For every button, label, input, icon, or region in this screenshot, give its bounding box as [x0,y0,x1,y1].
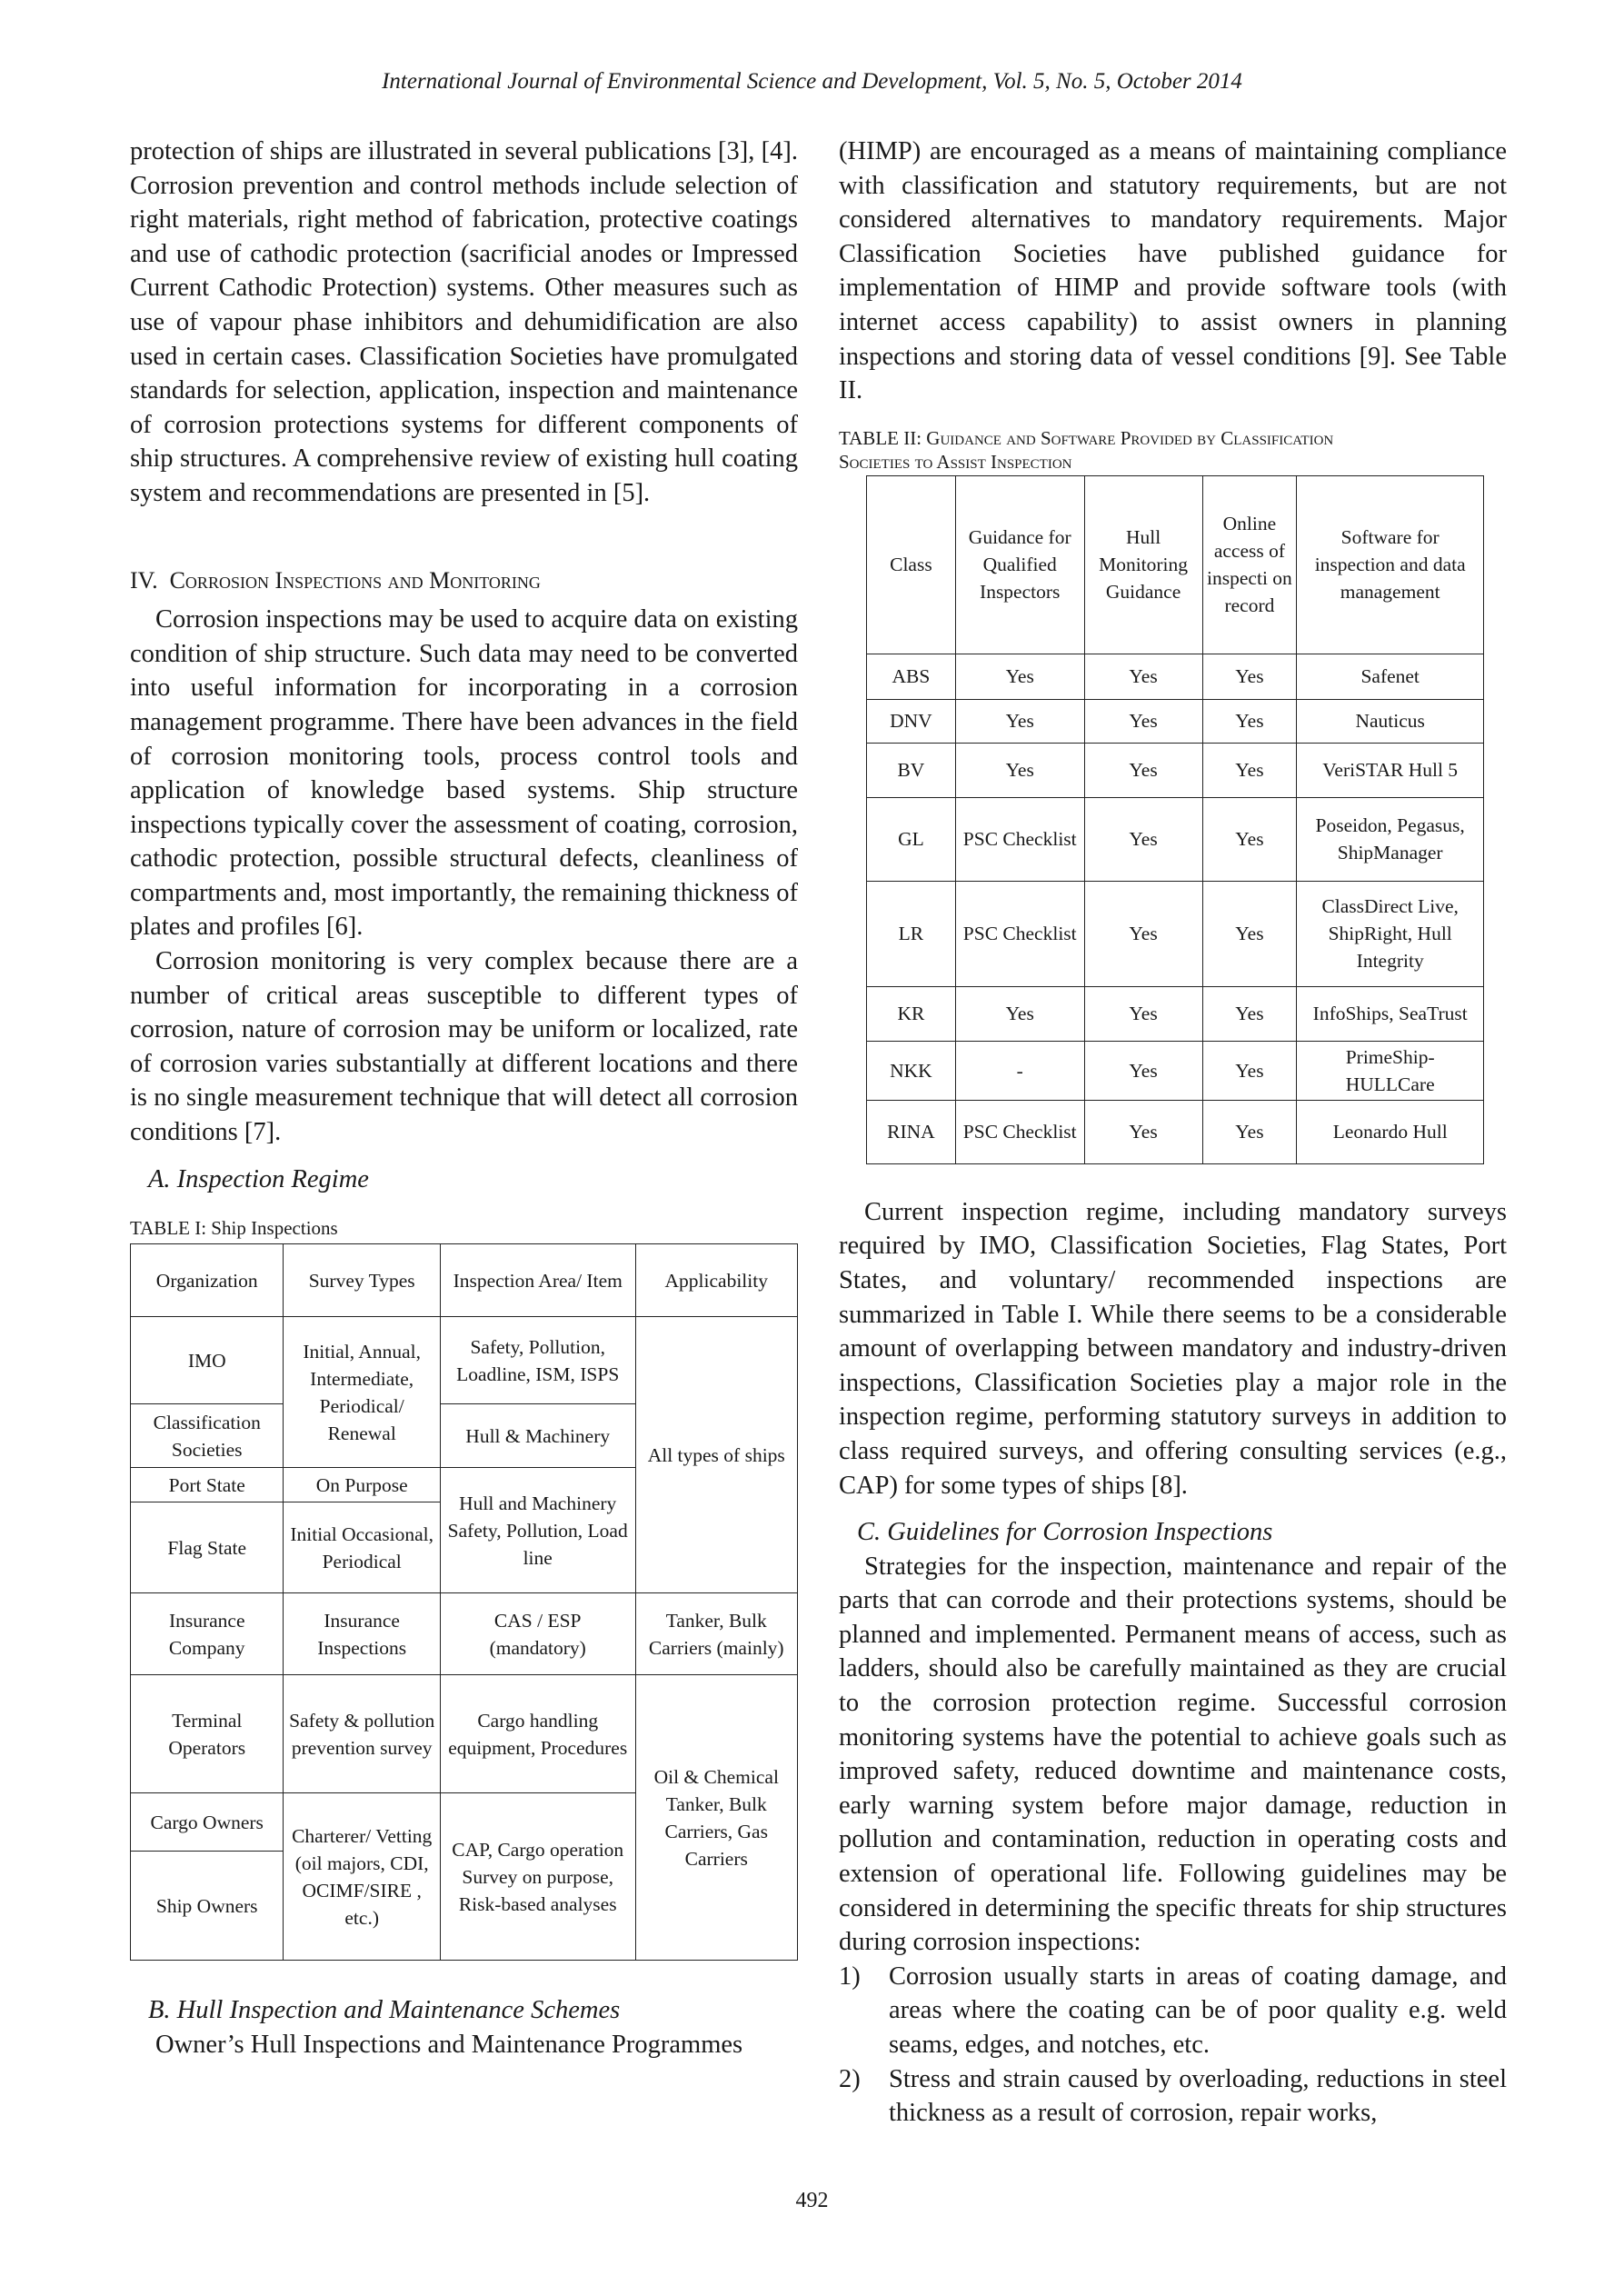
table-cell: ABS [867,654,956,699]
table2-caption-text: TABLE II: Guidance and Software Provided by Classification [839,426,1334,449]
table-cell: Yes [1202,1041,1297,1100]
table-cell: Yes [1202,743,1297,797]
table-cell: VeriSTAR Hull 5 [1297,743,1484,797]
table-cell: Initial, Annual, Intermediate, Periodical/ Renewal [284,1317,440,1468]
table-header-row [131,1244,798,1317]
left-intro-paragraph: protection of ships are illustrated in several publications [3], [4]. Corrosion prevention and control methods include selection of right materials, right method of fabrication, protective coatings and use of cathodic protection (sacrificial anodes or Impressed Current Cathodic Protection) systems. Other measures such as use of vapour phase inhibitors and dehumidification are also used in certain cases. Classification Societies have promulgated standards for selection, application, inspection and maintenance of corrosion protections systems for different components of ship structures. A comprehensive review of existing hull coating system and recommendations are presented in [5]. [130,137,798,507]
table-header-cell: Class [867,475,956,654]
table-cell: PSC Checklist [955,797,1084,881]
table-cell: PSC Checklist [955,881,1084,986]
table-header-cell: Software for inspection and data management [1297,475,1484,654]
table-cell: Yes [1202,797,1297,881]
table-cell: CAS / ESP (mandatory) [440,1593,635,1675]
subsection-b-heading: B. Hull Inspection and Maintenance Schemes [148,1996,621,2025]
table-cell: Yes [1202,881,1297,986]
table-cell: Charterer/ Vetting (oil majors, CDI, OCIMF/SIRE , etc.) [284,1793,440,1961]
table-cell: Cargo handling equipment, Procedures [440,1675,635,1793]
table-row [867,1100,1484,1163]
table-cell: Yes [1084,797,1202,881]
table-cell: Safenet [1297,654,1484,699]
table-row [131,1593,798,1675]
table-header-cell: Survey Types [284,1244,440,1317]
table-cell: Ship Owners [131,1852,284,1961]
left-column [130,135,798,2061]
table-header-cell: Applicability [635,1244,798,1317]
table-cell: Yes [955,654,1084,699]
table-row [867,797,1484,881]
table-cell: All types of ships [635,1317,798,1593]
table-cell: PrimeShip- HULLCare [1297,1041,1484,1100]
right-paragraph-2: Strategies for the inspection, maintenance and repair of the parts that can corrode and their protections systems, should be planned and implemented. Permanent means of access, such as ladders, should also be carefully maintained as they are crucial to the corrosion protection regime. Successful corrosion monitoring systems have the potential to achieve goals such as improved safety, reduced downtime and maintenance costs, early warning system before major damage, reduction in pollution and contamination, reduction in operating costs and extension of operational life. Following guidelines may be considered in determining the specific threats for ship structures during corrosion inspections: [839,1552,1507,1957]
table-cell: Hull & Machinery [440,1404,635,1468]
table-cell: DNV [867,699,956,743]
table-header-cell: Organization [131,1244,284,1317]
table-cell: On Purpose [284,1468,440,1502]
list-item-number: 2) [839,2064,861,2093]
table-header-cell: Online access of inspecti on record [1202,475,1297,654]
table2-caption-line-2: Societies to Assist Inspection [839,450,1072,473]
list-item-text: Corrosion usually starts in areas of coating damage, and areas where the coating can be of poor quality e.g. weld seams, edges, and notches, etc. [889,1962,1507,2059]
list-item [839,2062,1507,2131]
table-cell: Yes [1084,743,1202,797]
subsection-c-heading: C. Guidelines for Corrosion Inspections [857,1518,1273,1547]
table-row [867,986,1484,1041]
table-cell: Yes [1084,881,1202,986]
list-item [839,1960,1507,2062]
table-row [131,1317,798,1404]
table-cell: InfoShips, SeaTrust [1297,986,1484,1041]
table-cell: Yes [1084,1041,1202,1100]
table-cell: LR [867,881,956,986]
table-cell: Cargo Owners [131,1793,284,1852]
table-cell: Classification Societies [131,1404,284,1468]
subsection-b-paragraph: Owner’s Hull Inspections and Maintenance Programmes [155,2030,743,2059]
table-cell: BV [867,743,956,797]
table2-caption-line-1 [839,426,1507,450]
table-cell: Insurance Company [131,1593,284,1675]
table-row [867,699,1484,743]
table-cell: RINA [867,1100,956,1163]
list-item-text: Stress and strain caused by overloading, reductions in steel thickness as a result of corrosion, repair works, [889,2064,1507,2128]
classification-guidance-table [866,475,1484,1164]
table-cell: Poseidon, Pegasus, ShipManager [1297,797,1484,881]
table-cell: Yes [955,986,1084,1041]
table-cell: GL [867,797,956,881]
table-cell: Yes [1202,654,1297,699]
section-title: Corrosion Inspections and Monitoring [169,566,541,594]
table-cell: Yes [955,743,1084,797]
table-cell: Yes [1084,654,1202,699]
table-cell: Yes [955,699,1084,743]
table-cell: Tanker, Bulk Carriers (mainly) [635,1593,798,1675]
table-cell: Insurance Inspections [284,1593,440,1675]
subsection-a-heading: A. Inspection Regime [148,1164,369,1193]
table1-caption: TABLE I: Ship Inspections [130,1217,338,1240]
table-header-cell: Inspection Area/ Item [440,1244,635,1317]
table-header-cell: Hull Monitoring Guidance [1084,475,1202,654]
table-cell: Yes [1202,1100,1297,1163]
table-cell: Yes [1084,699,1202,743]
table-row [867,1041,1484,1100]
table-cell: Yes [1202,699,1297,743]
table-cell: Yes [1202,986,1297,1041]
table-header-cell: Guidance for Qualified Inspectors [955,475,1084,654]
ship-inspections-table [130,1243,798,1961]
list-item-number: 1) [839,1962,861,1991]
table-cell: KR [867,986,956,1041]
right-column [839,135,1507,2131]
table-row [867,881,1484,986]
section4-paragraph-2: Corrosion monitoring is very complex because there are a number of critical areas susceptible to different types of corrosion, nature of corrosion may be uniform or localized, rate of corrosion varies substantially at different locations and there is no single measurement technique that will detect all corrosion conditions [7]. [130,947,798,1147]
right-paragraph-1: Current inspection regime, including mandatory surveys required by IMO, Classification Societies, Flag States, Port States, and voluntary/ recommended inspections are summarized in Table I. While there seems to be a considerable amount of overlapping between mandatory and industry-driven inspections, Classification Societies play a major role in the inspection regime, performing statutory surveys in addition to class required surveys, and offering consulting services (e.g., CAP) for some types of ships [8]. [839,1197,1507,1500]
table-cell: Safety & pollution prevention survey [284,1675,440,1793]
table-cell: Oil & Chemical Tanker, Bulk Carriers, Gas Carriers [635,1675,798,1961]
table-cell: Yes [1084,986,1202,1041]
table-header-row [867,475,1484,654]
table-cell: PSC Checklist [955,1100,1084,1163]
table-cell: Safety, Pollution, Loadline, ISM, ISPS [440,1317,635,1404]
table-cell: Port State [131,1468,284,1502]
table-cell: Hull and Machinery Safety, Pollution, Load line [440,1468,635,1593]
section-heading-4 [130,564,798,598]
table-cell: Initial Occasional, Periodical [284,1502,440,1593]
table-cell: Leonardo Hull [1297,1100,1484,1163]
table-row [867,654,1484,699]
table-cell: Yes [1084,1100,1202,1163]
table-cell: CAP, Cargo operation Survey on purpose, Risk-based analyses [440,1793,635,1961]
section-number: IV. [130,566,158,594]
table-cell: Terminal Operators [131,1675,284,1793]
table-cell: - [955,1041,1084,1100]
journal-header: International Journal of Environmental Science and Development, Vol. 5, No. 5, October 2014 [382,69,1242,94]
table-cell: Nauticus [1297,699,1484,743]
page-number: 492 [795,2189,829,2212]
section4-paragraph-1: Corrosion inspections may be used to acquire data on existing condition of ship structure. Such data may need to be converted into useful information for incorporating in a corrosion management programme. There have been advances in the field of corrosion monitoring tools, process control tools and application of knowledge based systems. Ship structure inspections typically cover the assessment of coating, corrosion, cathodic protection, possible structural defects, cleanliness of compartments and, most importantly, the remaining thickness of plates and profiles [6]. [130,605,798,942]
guidelines-list [839,1960,1507,2131]
table-cell: NKK [867,1041,956,1100]
table-row [867,743,1484,797]
table-cell: Flag State [131,1502,284,1593]
table-cell: IMO [131,1317,284,1404]
table-cell: ClassDirect Live, ShipRight, Hull Integrity [1297,881,1484,986]
right-intro-paragraph: (HIMP) are encouraged as a means of maintaining compliance with classification and statutory requirements, but are not considered alternatives to mandatory requirements. Major Classification Societies have published guidance for implementation of HIMP and provide software tools (with internet access capability) to assist owners in planning inspections and storing data of vessel conditions [9]. See Table II. [839,137,1507,405]
table-row [131,1675,798,1793]
